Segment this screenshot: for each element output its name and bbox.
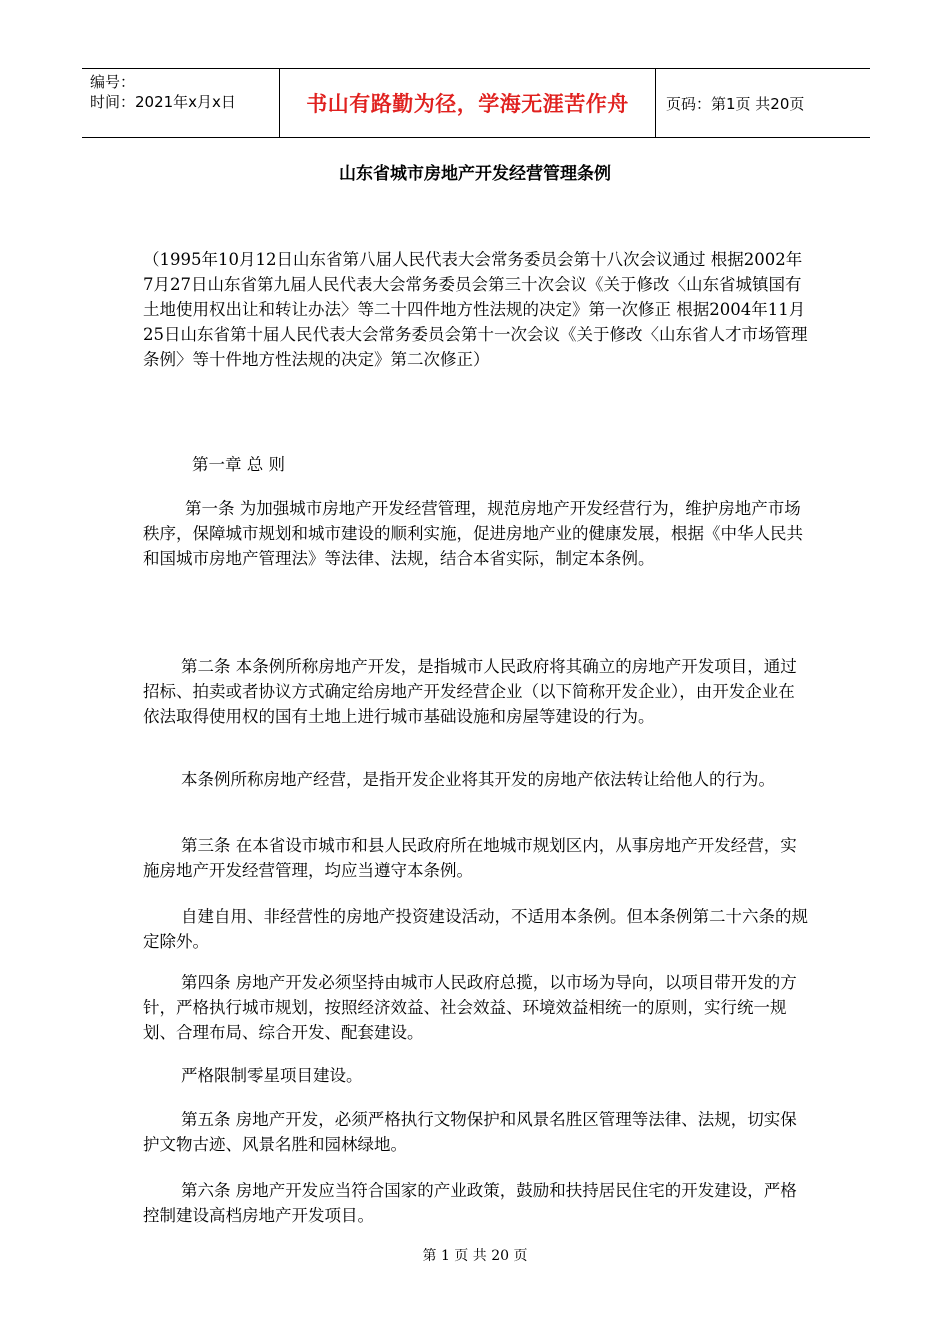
article-3-clause-2: 自建自用、非经营性的房地产投资建设活动，不适用本条例。但本条例第二十六条的规定除外。 [143,907,808,951]
page-footer: 第 1 页 共 20 页 [422,1248,528,1264]
article-5: 第五条 房地产开发，必须严格执行文物保护和风景名胜区管理等法律、法规，切实保护文物古迹、风景名胜和园林绿地。 [143,1110,797,1154]
article-4: 第四条 房地产开发必须坚持由城市人民政府总揽，以市场为导向，以项目带开发的方针，严格执行城市规划，按照经济效益、社会效益、环境效益相统一的原则，实行统一规划、合理布局、综合开发、配套建设。 [143,973,797,1042]
article-1: 第一条 为加强城市房地产开发经营管理，规范房地产开发经营行为，维护房地产市场秩序，保障城市规划和城市建设的顺利实施，促进房地产业的健康发展，根据《中华人民共和国城市房地产管理法》等法律、法规，结合本省实际，制定本条例。 [143,499,803,568]
article-6: 第六条 房地产开发应当符合国家的产业政策，鼓励和扶持居民住宅的开发建设，严格控制建设高档房地产开发项目。 [143,1181,797,1225]
header-page-info: 页码：第1页 共20页 [666,94,805,113]
document-title: 山东省城市房地产开发经营管理条例 [339,164,611,184]
article-2: 第二条 本条例所称房地产开发，是指城市人民政府将其确立的房地产开发项目，通过招标、拍卖或者协议方式确定给房地产开发经营企业（以下简称开发企业），由开发企业在依法取得使用权的国有土地上进行城市基础设施和房屋等建设的行为。 [143,657,797,726]
document-date-label: 时间：2021年x月x日 [90,93,236,111]
article-4-clause-2: 严格限制零星项目建设。 [181,1066,363,1085]
preamble-paragraph: （1995年10月12日山东省第八届人民代表大会常务委员会第十八次会议通过 根据2002年7月27日山东省第九届人民代表大会常务委员会第三十次会议《关于修改〈山东省城镇国有土地使用权出让和转让办法〉等二十四件地方性法规的决定》第一次修正 根据2004年11月25日山东省第十届人民代表大会常务委员会第十一次会议《关于修改〈山东省人才市场管理条例〉等十件地方性法规的决定》第二次修正） [143,250,808,369]
header-meta [82,69,280,137]
page-header [82,68,870,138]
header-motto: 书山有路勤为径，学海无涯苦作舟 [280,69,656,137]
article-3: 第三条 在本省设市城市和县人民政府所在地城市规划区内，从事房地产开发经营，实施房地产开发经营管理，均应当遵守本条例。 [143,836,797,880]
chapter-heading: 第一章 总 则 [192,455,285,474]
document-number-label: 编号： [90,73,136,91]
article-2-clause-2: 本条例所称房地产经营，是指开发企业将其开发的房地产依法转让给他人的行为。 [181,770,775,789]
